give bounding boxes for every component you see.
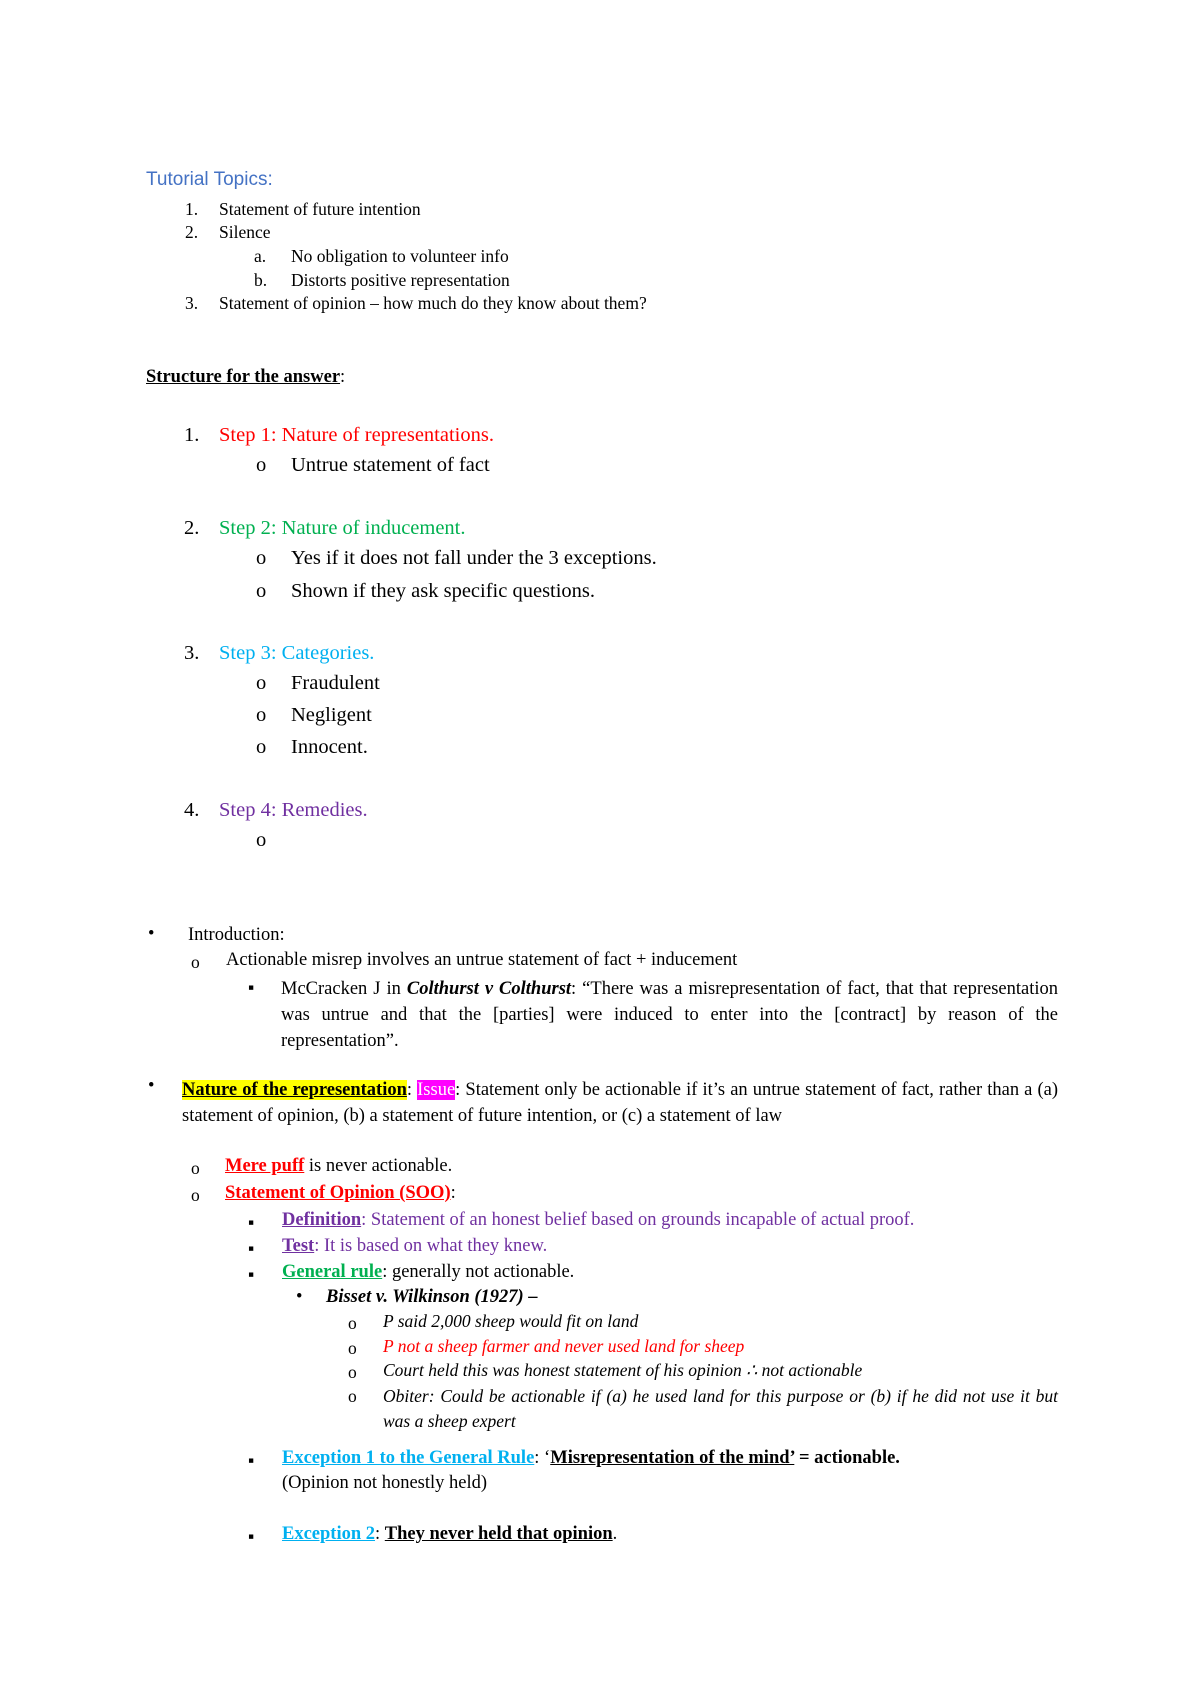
step-bullet: Negligent — [291, 704, 372, 726]
intro-sub: Actionable misrep involves an untrue statement of fact + inducement — [226, 950, 738, 970]
square-bullet-icon: ▪ — [248, 1526, 255, 1546]
mere-puff-line: Mere puff is never actionable. — [225, 1156, 453, 1176]
step-bullet: Yes if it does not fall under the 3 exceptions. — [291, 547, 657, 569]
circle-bullet-icon: o — [348, 1386, 357, 1406]
nature-paragraph: Nature of the representation: Issue: Statement only be actionable if it’s an untrue statement of fact, rather than a (a) statement of opinion, (b) a statement of future intention, or (c) a statement of law — [182, 1080, 1059, 1126]
structure-heading: Structure for the answer: — [146, 367, 346, 387]
list-item: Silence — [219, 222, 271, 242]
step-3-title: Step 3: Categories. — [219, 642, 375, 664]
circle-bullet-icon: o — [256, 580, 267, 602]
general-rule-line: General rule: generally not actionable. — [282, 1262, 575, 1282]
circle-bullet-icon: o — [191, 1185, 200, 1205]
step-bullet: Innocent. — [291, 736, 368, 758]
step-bullet: Untrue statement of fact — [291, 454, 490, 476]
bisset-point: Court held this was honest statement of his opinion ∴ not actionable — [383, 1360, 863, 1380]
bullet-icon: • — [148, 924, 155, 944]
list-letter: b. — [254, 270, 268, 290]
bisset-case: Bisset v. Wilkinson (1927) – — [326, 1287, 538, 1307]
step-1-title: Step 1: Nature of representations. — [219, 424, 494, 446]
exception-1-note: (Opinion not honestly held) — [282, 1473, 488, 1493]
bisset-point: Obiter: Could be actionable if (a) he used land for this purpose or (b) if he did not use it but was a sheep expert — [383, 1386, 1058, 1431]
step-bullet: Shown if they ask specific questions. — [291, 580, 596, 602]
circle-bullet-icon: o — [256, 454, 267, 476]
bisset-point: P said 2,000 sheep would fit on land — [383, 1311, 639, 1331]
list-number: 3. — [185, 293, 199, 313]
square-bullet-icon: ▪ — [248, 1450, 255, 1470]
exception-1-line: Exception 1 to the General Rule: ‘Misrepresentation of the mind’ = actionable. — [282, 1448, 900, 1468]
bullet-icon: • — [296, 1287, 303, 1307]
list-number: 2. — [185, 222, 199, 242]
circle-bullet-icon: o — [348, 1338, 357, 1358]
circle-bullet-icon: o — [348, 1313, 357, 1333]
intro-label: Introduction: — [188, 925, 285, 945]
step-number: 4. — [184, 799, 200, 821]
exception-2-line: Exception 2: They never held that opinion. — [282, 1524, 618, 1544]
list-number: 1. — [185, 199, 199, 219]
circle-bullet-icon: o — [191, 952, 200, 972]
list-letter: a. — [254, 246, 267, 266]
step-number: 2. — [184, 517, 200, 539]
definition-line: Definition: Statement of an honest belief based on grounds incapable of actual proof. — [282, 1210, 915, 1230]
bullet-icon: • — [148, 1076, 155, 1096]
list-item: Distorts positive representation — [291, 270, 510, 290]
test-line: Test: It is based on what they knew. — [282, 1236, 548, 1256]
square-bullet-icon: ▪ — [248, 1238, 255, 1258]
list-item: Statement of future intention — [219, 199, 421, 219]
circle-bullet-icon: o — [256, 829, 267, 851]
tutorial-title: Tutorial Topics: — [146, 169, 273, 190]
circle-bullet-icon: o — [256, 736, 267, 758]
intro-quote: McCracken J in Colthurst v Colthurst: “There was a misrepresentation of fact, that that representation was untrue and that the [parties] were induced to enter into the [contract] by reason of the representation”. — [281, 979, 1058, 1051]
circle-bullet-icon: o — [348, 1362, 357, 1382]
list-item: Statement of opinion – how much do they know about them? — [219, 293, 647, 313]
list-item: No obligation to volunteer info — [291, 246, 509, 266]
square-bullet-icon: ▪ — [248, 1264, 255, 1284]
step-number: 3. — [184, 642, 200, 664]
square-bullet-icon: ▪ — [248, 1212, 255, 1232]
step-number: 1. — [184, 424, 200, 446]
step-2-title: Step 2: Nature of inducement. — [219, 517, 466, 539]
soo-heading: Statement of Opinion (SOO): — [225, 1183, 456, 1203]
circle-bullet-icon: o — [256, 547, 267, 569]
step-bullet: Fraudulent — [291, 672, 380, 694]
bisset-point: P not a sheep farmer and never used land for sheep — [383, 1336, 745, 1356]
step-4-title: Step 4: Remedies. — [219, 799, 368, 821]
square-bullet-icon: ▪ — [248, 977, 255, 997]
circle-bullet-icon: o — [191, 1158, 200, 1178]
circle-bullet-icon: o — [256, 672, 267, 694]
circle-bullet-icon: o — [256, 704, 267, 726]
